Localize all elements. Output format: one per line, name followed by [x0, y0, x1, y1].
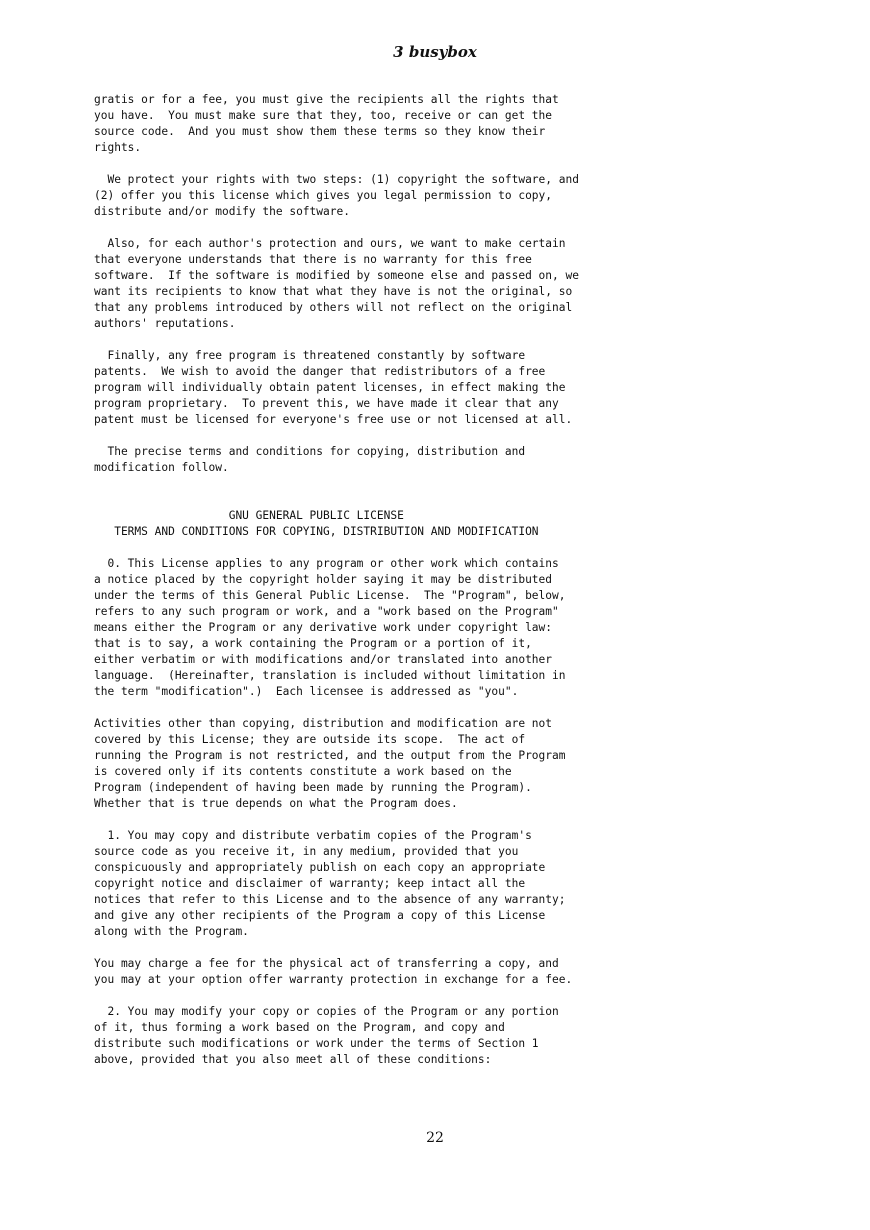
page-number: 22 — [426, 1130, 444, 1146]
page-header: 3 busybox — [393, 43, 477, 61]
license-text: gratis or for a fee, you must give the recipients all the rights that you have. You must make sure that they, too, receive or can get the source code. And you must show them these terms so they know their rights. We protect your rights with two steps: (1) copyright the software, and (2) offer you this license which gives you legal permission to copy, distribute and/or modify the software. Also, for each author's protection and ours, we want to make certain that everyone understands that there is no warranty for this free software. If the software is modified by someone else and passed on, we want its recipients to know that what they have is not the original, so that any problems introduced by others will not reflect on the original authors' reputations. Finally, any free program is threatened constantly by software patents. We wish to avoid the danger that redistributors of a free program will individually obtain patent licenses, in effect making the program proprietary. To prevent this, we have made it clear that any patent must be licensed for everyone's free use or not licensed at all. The precise terms and conditions for copying, distribution and modification follow. GNU GENERAL PUBLIC LICENSE TERMS AND CONDITIONS FOR COPYING, DISTRIBUTION AND MODIFICATION 0. This License applies to any program or other work which contains a notice placed by the copyright holder saying it may be distributed under the terms of this General Public License. The "Program", below, refers to any such program or work, and a "work based on the Program" means either the Program or any derivative work under copyright law: that is to say, a work containing the Program or a portion of it, either verbatim or with modifications and/or translated into another language. (Hereinafter, translation is included without limitation in the term "modification".) Each licensee is addressed as "you". Activities other than copying, distribution and modification are not covered by this License; they are outside its scope. The act of running the Program is not restricted, and the output from the Program is covered only if its contents constitute a work based on the Program (independent of having been made by running the Program). Whether that is true depends on what the Program does. 1. You may copy and distribute verbatim copies of the Program's source code as you receive it, in any medium, provided that you conspicuously and appropriately publish on each copy an appropriate copyright notice and disclaimer of warranty; keep intact all the notices that refer to this License and to the absence of any warranty; and give any other recipients of the Program a copy of this License along with the Program. You may charge a fee for the physical act of transferring a copy, and you may at your option offer warranty protection in exchange for a fee. 2. You may modify your copy or copies of the Program or any portion of it, thus forming a work based on the Program, and copy and distribute such modifications or work under the terms of Section 1 above, provided that you also meet all of these conditions: — [94, 93, 579, 1066]
